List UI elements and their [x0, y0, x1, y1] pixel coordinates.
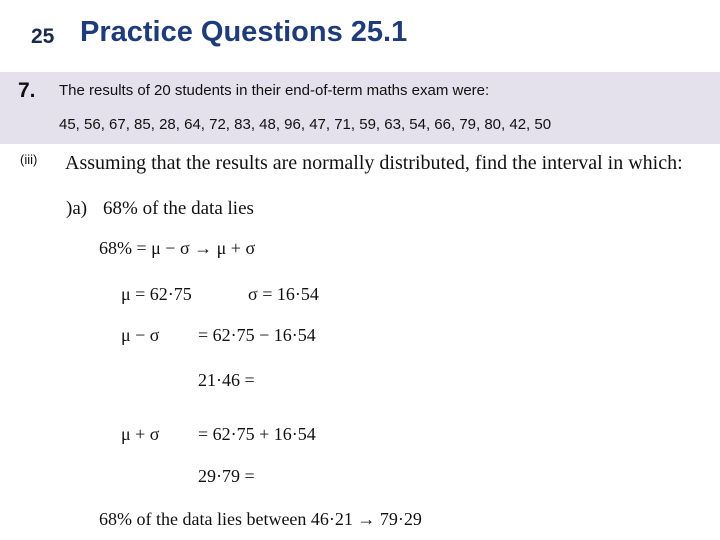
solution-mean-value: μ = 62·75 [121, 284, 192, 304]
question-data-values: 45, 56, 67, 85, 28, 64, 72, 83, 48, 96, 47, 71, 59, 63, 54, 66, 79, 80, 42, 50 [59, 116, 552, 133]
solution-upper-bound-label: μ + σ [121, 424, 160, 444]
solution-sd-value: σ = 16·54 [248, 284, 319, 304]
solution-lower-bound-result: 21·46 = [198, 370, 255, 390]
part-text: Assuming that the results are normally distributed, find the interval in which: [65, 152, 683, 174]
solution-upper-bound-result: 29·79 = [198, 466, 255, 486]
solution-interval-equation: 68% = μ − σ → μ + σ [99, 238, 256, 258]
page-title: Practice Questions 25.1 [80, 16, 408, 48]
solution-lower-bound-label: μ − σ [121, 325, 160, 345]
solution-conclusion: 68% of the data lies between 46·21 → 79·29 [99, 509, 422, 529]
subpart-label: )a) [66, 198, 88, 219]
part-label: (iii) [20, 152, 38, 167]
solution-lower-bound-calc: = 62·75 − 16·54 [198, 325, 316, 345]
question-number: 7. [18, 79, 36, 102]
subpart-text: 68% of the data lies [103, 198, 254, 219]
solution-upper-bound-calc: = 62·75 + 16·54 [198, 424, 316, 444]
question-text: The results of 20 students in their end-of-term maths exam were: [59, 82, 490, 99]
chapter-number: 25 [31, 25, 55, 48]
